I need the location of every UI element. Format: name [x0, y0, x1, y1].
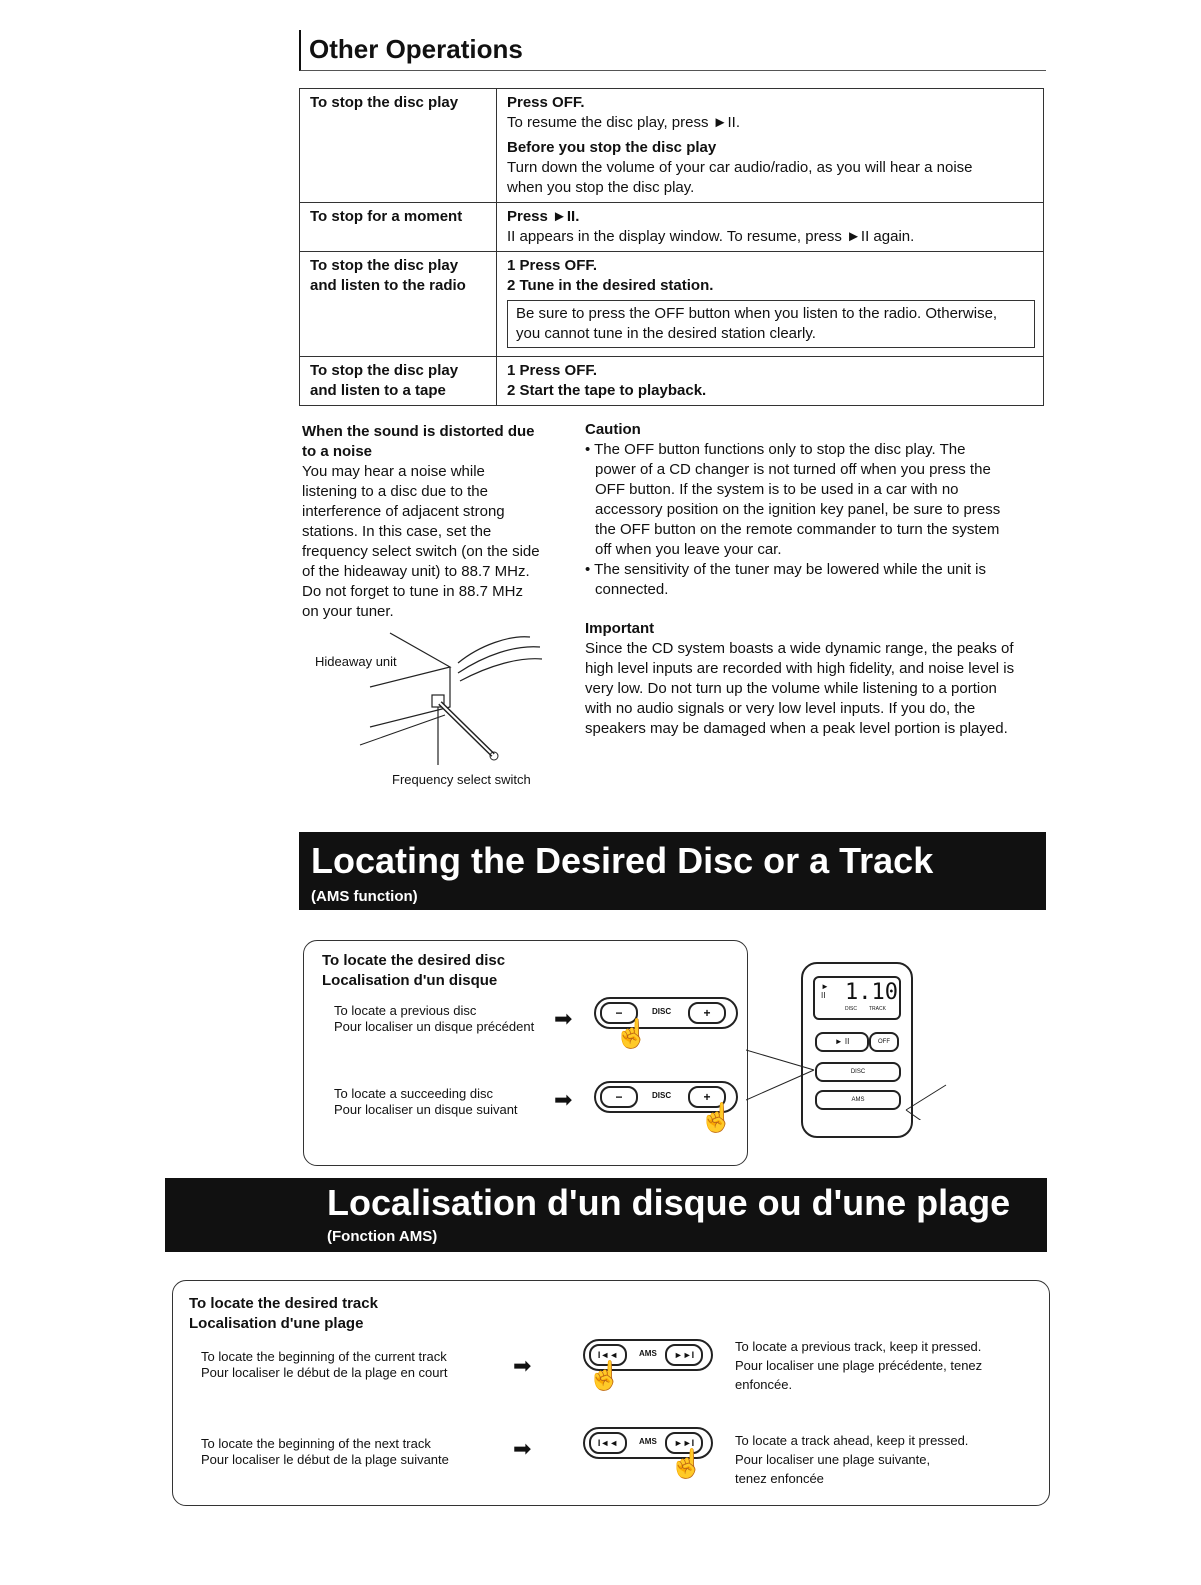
hint-line: Pour localiser une plage suivante, [735, 1452, 931, 1467]
instruction: To resume the disc play, press ►II. [507, 114, 740, 131]
instruction-line: To locate the beginning of the current track [201, 1349, 447, 1364]
table-row [300, 357, 1044, 406]
noise-heading: to a noise [302, 443, 373, 460]
remote-display [813, 976, 901, 1020]
disc-plus-button[interactable]: + [688, 1086, 726, 1108]
remote-ams-buttons[interactable]: AMS [815, 1090, 901, 1110]
row-key [300, 252, 497, 357]
row-key-line: and listen to the radio [310, 277, 466, 294]
body-line: frequency select switch (on the side [302, 543, 540, 560]
next-track-button[interactable]: ►►I [665, 1432, 703, 1454]
body-line: on your tuner. [302, 603, 394, 620]
row-key-line: To stop the disc play [310, 362, 459, 379]
remote-disc-buttons[interactable]: DISC [815, 1062, 901, 1082]
disc-label: DISC [652, 1091, 672, 1100]
body-line: speakers may be damaged when a peak level portion is played. [585, 720, 1008, 737]
figure-label: Frequency select switch [392, 772, 531, 787]
instruction: Press ►II. [507, 208, 580, 225]
instruction-next-disc [334, 1086, 518, 1118]
banner-title: Localisation d'un disque ou d'une plage [327, 1182, 1011, 1223]
note-line: you cannot tune in the desired station clearly. [516, 325, 816, 342]
track-locate-box [172, 1280, 1050, 1506]
row-key [300, 357, 497, 406]
ams-banner-en [299, 832, 1046, 910]
body-line: OFF button. If the system is to be used in a car with no [595, 481, 959, 498]
sub-heading: Before you stop the disc play [507, 139, 717, 156]
box-heading: Localisation d'un disque [322, 972, 498, 989]
box-heading: To locate the desired disc [322, 952, 506, 969]
instruction-previous-disc [334, 1003, 534, 1035]
body-line: accessory position on the ignition key panel, be sure to press [595, 501, 1001, 518]
arrow-icon: ➡ [554, 1006, 573, 1031]
body-line: interference of adjacent strong [302, 503, 505, 520]
instruction-line: Pour localiser un disque suivant [334, 1102, 518, 1117]
disc-label: DISC [652, 1007, 672, 1016]
display-readout: 1.10 [845, 980, 898, 1005]
note-box [507, 300, 1035, 348]
body-line: power of a CD changer is not turned off when you press the [595, 461, 991, 478]
body-line: high level inputs are recorded with high fidelity, and noise level is [585, 660, 1015, 677]
body-line: off when you leave your car. [595, 541, 782, 558]
hideaway-unit-illustration [310, 625, 560, 790]
prev-track-button[interactable]: I◄◄ [589, 1344, 627, 1366]
body-line: • The sensitivity of the tuner may be lowered while the unit is [585, 561, 987, 578]
hint-line: To locate a track ahead, keep it pressed. [735, 1433, 969, 1448]
instruction-line: To locate a previous disc [334, 1003, 477, 1018]
instruction-line: Pour localiser un disque précédent [334, 1019, 535, 1034]
ams-label: AMS [639, 1437, 657, 1446]
box-heading: To locate the desired track [189, 1295, 378, 1312]
callout-lines [746, 1030, 956, 1120]
disc-plus-button[interactable]: + [688, 1002, 726, 1024]
instruction: 1 Press OFF. [507, 362, 598, 379]
instruction: Press OFF. [507, 94, 585, 111]
instruction: when you stop the disc play. [507, 179, 695, 196]
note-line: Be sure to press the OFF button when you listen to the radio. Otherwise, [516, 305, 998, 322]
noise-heading: When the sound is distorted due [302, 423, 535, 440]
off-button[interactable]: OFF [869, 1032, 899, 1052]
display-track-label: TRACK [869, 1006, 886, 1012]
instruction-line: Pour localiser le début de la plage en court [201, 1365, 448, 1380]
arrow-icon: ➡ [554, 1087, 573, 1112]
hint-line: To locate a previous track, keep it pressed. [735, 1339, 982, 1354]
caution-section [585, 420, 1055, 739]
ams-label: AMS [639, 1349, 657, 1358]
banner-title: Locating the Desired Disc or a Track [311, 840, 934, 881]
instruction-next-track [201, 1436, 449, 1468]
hint-line: enfoncée. [735, 1377, 793, 1392]
next-track-button[interactable]: ►►I [665, 1344, 703, 1366]
important-heading: Important [585, 620, 655, 637]
body-line: Do not forget to tune in 88.7 MHz [302, 583, 523, 600]
body-line: listening to a disc due to the [302, 483, 488, 500]
instruction-line: Pour localiser le début de la plage suivante [201, 1452, 449, 1467]
banner-subtitle: (Fonction AMS) [327, 1228, 438, 1245]
instruction: 2 Start the tape to playback. [507, 382, 707, 399]
noise-section [302, 422, 567, 622]
box-heading: Localisation d'une plage [189, 1315, 364, 1332]
body-line: connected. [595, 581, 669, 598]
finger-press-icon: ☝ [669, 1448, 704, 1479]
section-title: Other Operations [309, 34, 523, 64]
table-row [300, 252, 1044, 357]
row-key-line: and listen to a tape [310, 382, 446, 399]
body-line: of the hideaway unit) to 88.7 MHz. [302, 563, 530, 580]
disc-minus-button[interactable]: − [600, 1002, 638, 1024]
row-value [497, 357, 1044, 406]
arrow-icon: ➡ [513, 1353, 532, 1378]
row-value [497, 203, 1044, 252]
instruction: 2 Tune in the desired station. [507, 277, 714, 294]
table-row [300, 203, 1044, 252]
body-line: very low. Do not turn up the volume while listening to a portion [585, 680, 997, 697]
body-line: stations. In this case, set the [302, 523, 492, 540]
arrow-icon: ➡ [513, 1436, 532, 1461]
row-key: To stop for a moment [300, 203, 497, 252]
disc-locate-box [303, 940, 748, 1166]
caution-heading: Caution [585, 421, 641, 438]
row-value [497, 252, 1044, 357]
ams-banner-fr [165, 1178, 1047, 1252]
prev-track-button[interactable]: I◄◄ [589, 1432, 627, 1454]
instruction-line: To locate the beginning of the next track [201, 1436, 431, 1451]
operations-table [299, 88, 1044, 406]
display-disc-label: DISC [845, 1006, 857, 1012]
play-pause-indicator: ► II [821, 982, 829, 1000]
body-line: • The OFF button functions only to stop the disc play. The [585, 441, 966, 458]
hint-line: tenez enfoncée [735, 1471, 824, 1486]
instruction: Turn down the volume of your car audio/radio, as you will hear a noise [507, 159, 973, 176]
banner-subtitle: (AMS function) [311, 888, 418, 905]
section-header-other-operations [299, 30, 1046, 71]
body-line: the OFF button on the remote commander to turn the system [595, 521, 1000, 538]
body-line: You may hear a noise while [302, 463, 485, 480]
body-line: Since the CD system boasts a wide dynamic range, the peaks of [585, 640, 1014, 657]
row-key-line: To stop the disc play [310, 257, 459, 274]
instruction-current-track [201, 1349, 447, 1381]
disc-minus-button[interactable]: − [600, 1086, 638, 1108]
table-row [300, 89, 1044, 203]
figure-label: Hideaway unit [315, 654, 397, 669]
hint-next-track [735, 1431, 968, 1488]
row-value [497, 89, 1044, 203]
hint-previous-track [735, 1337, 982, 1394]
body-line: with no audio signals or very low level inputs. If you do, the [585, 700, 976, 717]
instruction: 1 Press OFF. [507, 257, 598, 274]
row-key: To stop the disc play [300, 89, 497, 203]
finger-press-icon: ☝ [614, 1018, 649, 1049]
instruction-line: To locate a succeeding disc [334, 1086, 493, 1101]
finger-press-icon: ☝ [699, 1102, 734, 1133]
finger-press-icon: ☝ [587, 1360, 622, 1391]
hint-line: Pour localiser une plage précédente, tenez [735, 1358, 983, 1373]
play-pause-button[interactable]: ► II [815, 1032, 869, 1052]
instruction: II appears in the display window. To resume, press ►II again. [507, 228, 915, 245]
